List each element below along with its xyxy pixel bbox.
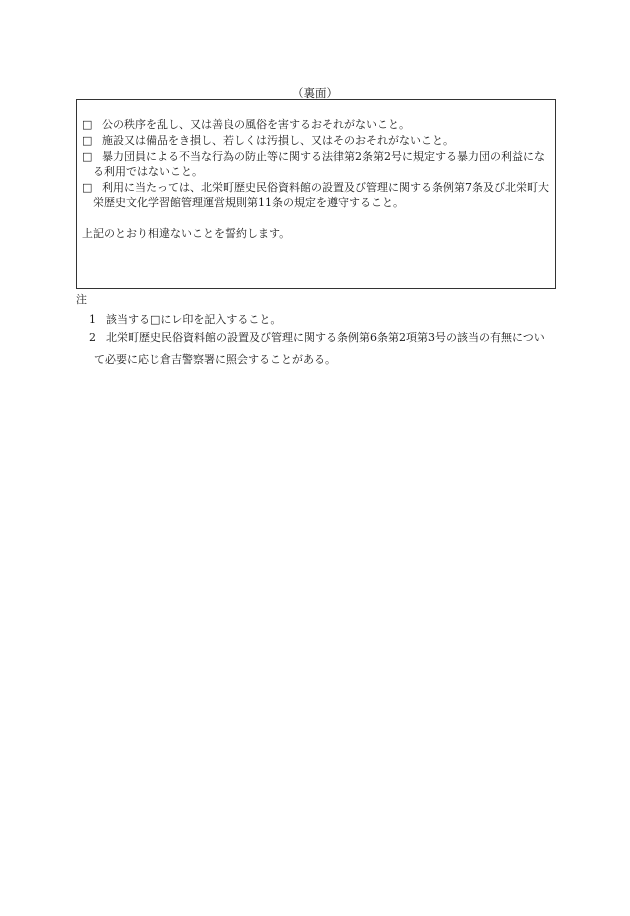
- note-text-2: 北栄町歴史民俗資料館の設置及び管理に関する条例第6条第2項第3号の該当の有無について必要に応じ倉吉警察署に照会することがある。: [94, 331, 545, 366]
- condition-text-3: 暴力団員による不当な行為の防止等に関する法律第2条第2号に規定する暴力団の利益になる利用ではないこと。: [93, 150, 545, 178]
- note-text-1: 該当する□にレ印を記入すること。: [106, 313, 282, 326]
- condition-text-2: 施設又は備品をき損し、若しくは汚損し、又はそのおそれがないこと。: [102, 134, 454, 147]
- checkbox-4[interactable]: □: [82, 181, 93, 194]
- checkbox-2[interactable]: □: [82, 134, 93, 147]
- note-number-2: 2: [89, 331, 96, 344]
- checkbox-1[interactable]: □: [82, 118, 93, 131]
- condition-text-4: 利用に当たっては、北栄町歴史民俗資料館の設置及び管理に関する条例第7条及び北栄町大栄歴史文化学習館管理運営規則第11条の規定を遵守すること。: [93, 181, 549, 209]
- condition-item-3: [82, 149, 550, 179]
- notes-heading: 注: [76, 293, 87, 306]
- condition-item-4: [82, 180, 550, 210]
- condition-text-1: 公の秩序を乱し、又は善良の風俗を害するおそれがないこと。: [102, 118, 410, 131]
- pledge-box: [76, 99, 556, 289]
- condition-item-2: [82, 133, 550, 148]
- note-number-1: 1: [89, 313, 96, 326]
- pledge-statement: 上記のとおり相違ないことを誓約します。: [82, 227, 291, 240]
- checkbox-3[interactable]: □: [82, 150, 93, 163]
- note-item-2: [84, 327, 554, 371]
- page-title: （裏面）: [292, 86, 338, 100]
- condition-item-1: [82, 117, 550, 132]
